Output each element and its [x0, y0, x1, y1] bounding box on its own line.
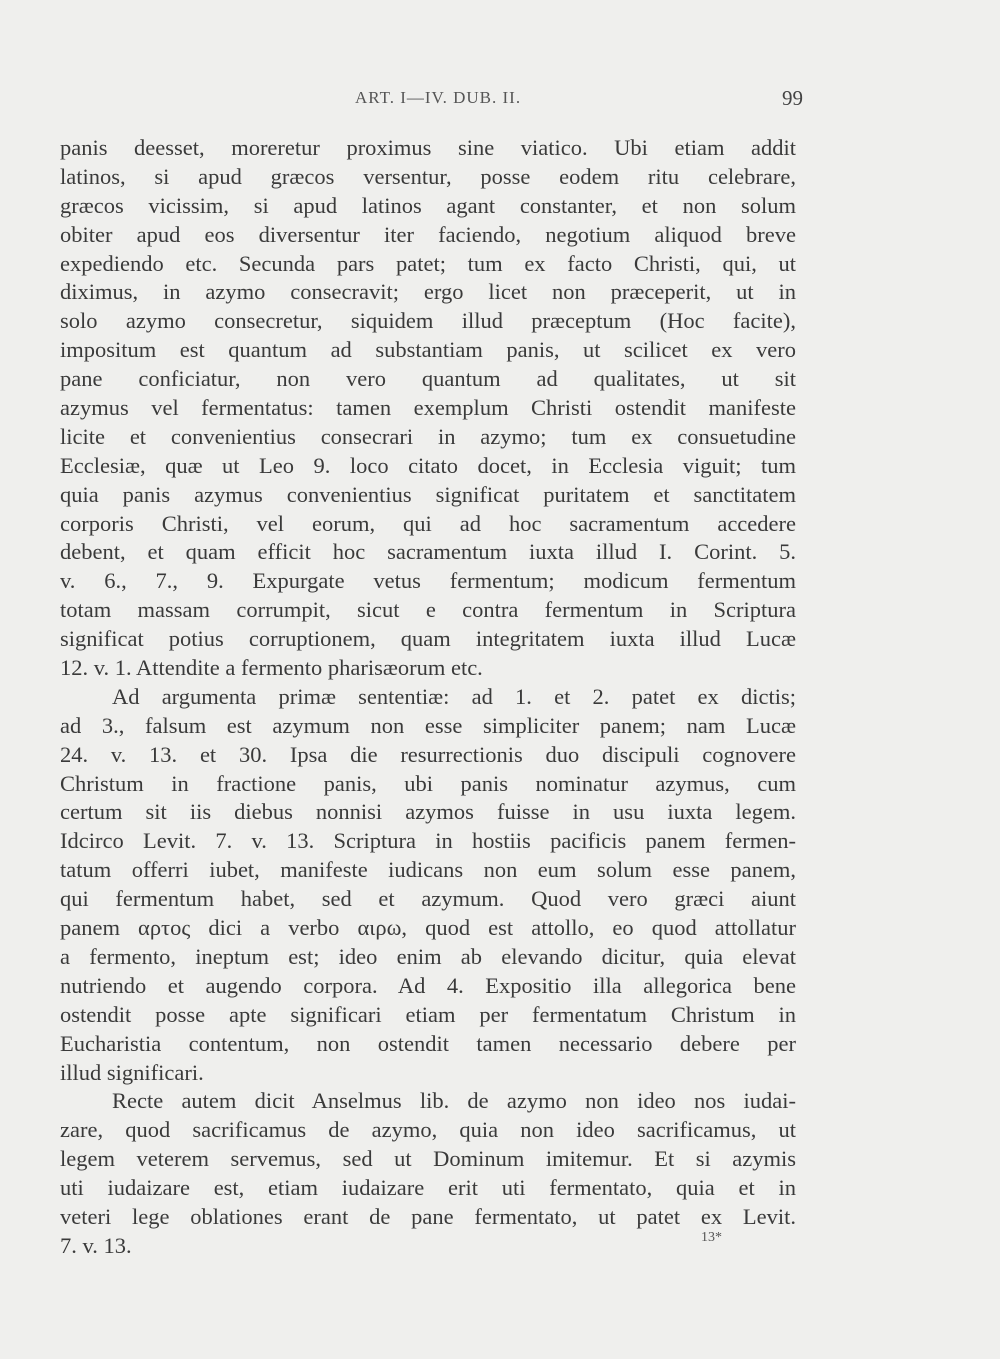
text-line: 12. v. 1. Attendite a fermento pharisæorum etc.: [60, 655, 483, 681]
text-line: 7. v. 13.: [60, 1232, 132, 1258]
text-line: corporis Christi, vel eorum, qui ad hoc sacramentum accedere: [60, 510, 796, 536]
text-line: quia panis azymus convenientius significat puritatem et sanctitatem: [60, 481, 796, 507]
text-line: Christum in fractione panis, ubi panis nominatur azymus, cum: [60, 770, 796, 796]
page-number: 99: [782, 86, 803, 110]
text-line: diximus, in azymo consecravit; ergo licet non præceperit, ut in: [60, 279, 796, 305]
text-line: ostendit posse apte significari etiam per fermentatum Christum in: [60, 1001, 796, 1027]
text-line: Idcirco Levit. 7. v. 13. Scriptura in hostiis pacificis panem fermen-: [60, 828, 796, 854]
text-line: 24. v. 13. et 30. Ipsa die resurrectionis duo discipuli cognovere: [60, 741, 796, 767]
text-line: impositum est quantum ad substantiam panis, ut scilicet ex vero: [60, 337, 796, 363]
text-line: uti iudaizare est, etiam iudaizare erit uti fermentato, quia et in: [60, 1175, 796, 1201]
text-line: azymus vel fermentatus: tamen exemplum Christi ostendit manifeste: [60, 395, 796, 421]
text-line: zare, quod sacrificamus de azymo, quia non ideo sacrificamus, ut: [60, 1117, 796, 1143]
text-line: illud significari.: [60, 1059, 204, 1085]
text-line: græcos vicissim, si apud latinos agant constanter, et non solum: [60, 192, 796, 218]
text-line: nutriendo et augendo corpora. Ad 4. Expositio illa allegorica bene: [60, 972, 796, 998]
text-line: legem veterem servemus, sed ut Dominum imitemur. Et si azymis: [60, 1146, 796, 1172]
text-line: Ad argumenta primæ sententiæ: ad 1. et 2. patet ex dictis;: [112, 683, 796, 709]
text-line: veteri lege oblationes erant de pane fermentato, ut patet ex Levit.: [60, 1203, 796, 1229]
text-line: qui fermentum habet, sed et azymum. Quod vero græci aiunt: [60, 886, 796, 912]
text-line: Ecclesiæ, quæ ut Leo 9. loco citato docet, in Ecclesia viguit; tum: [60, 452, 796, 478]
text-line: solo azymo consecretur, siquidem illud præceptum (Hoc facite),: [60, 308, 796, 334]
text-line: obiter apud eos diversentur iter faciendo, negotium aliquod breve: [60, 221, 796, 247]
text-line: panis deesset, moreretur proximus sine viatico. Ubi etiam addit: [60, 135, 796, 160]
text-line: expediendo etc. Secunda pars patet; tum ex facto Christi, qui, ut: [60, 250, 796, 276]
text-line: totam massam corrumpit, sicut e contra fermentum in Scriptura: [60, 597, 796, 623]
text-line: panem αρτος dici a verbo αιρω, quod est attollo, eo quod attollatur: [60, 915, 796, 941]
text-line: certum sit iis diebus nonnisi azymos fuisse in usu iuxta legem.: [60, 799, 796, 825]
body-text: [60, 134, 796, 1261]
text-line: debent, et quam efficit hoc sacramentum iuxta illud I. Corint. 5.: [60, 539, 796, 565]
signature-mark: 13*: [701, 1230, 722, 1245]
text-line: ad 3., falsum est azymum non esse simpliciter panem; nam Lucæ: [60, 712, 796, 738]
text-line: significat potius corruptionem, quam integritatem iuxta illud Lucæ: [60, 626, 796, 652]
text-line: licite et convenientius consecrari in azymo; tum ex consuetudine: [60, 423, 796, 449]
text-line: Eucharistia contentum, non ostendit tamen necessario debere per: [60, 1030, 796, 1056]
text-line: a fermento, ineptum est; ideo enim ab elevando dicitur, quia elevat: [60, 943, 796, 969]
text-line: latinos, si apud græcos versentur, posse eodem ritu celebrare,: [60, 163, 796, 189]
text-line: pane conficiatur, non vero quantum ad qualitates, ut sit: [60, 366, 796, 392]
text-line: v. 6., 7., 9. Expurgate vetus fermentum; modicum fermentum: [60, 568, 796, 594]
text-line: tatum offerri iubet, manifeste iudicans non eum solum esse panem,: [60, 857, 796, 883]
text-line: Recte autem dicit Anselmus lib. de azymo non ideo nos iudai-: [112, 1088, 796, 1114]
running-head: ART. I—IV. DUB. II.: [355, 88, 522, 107]
